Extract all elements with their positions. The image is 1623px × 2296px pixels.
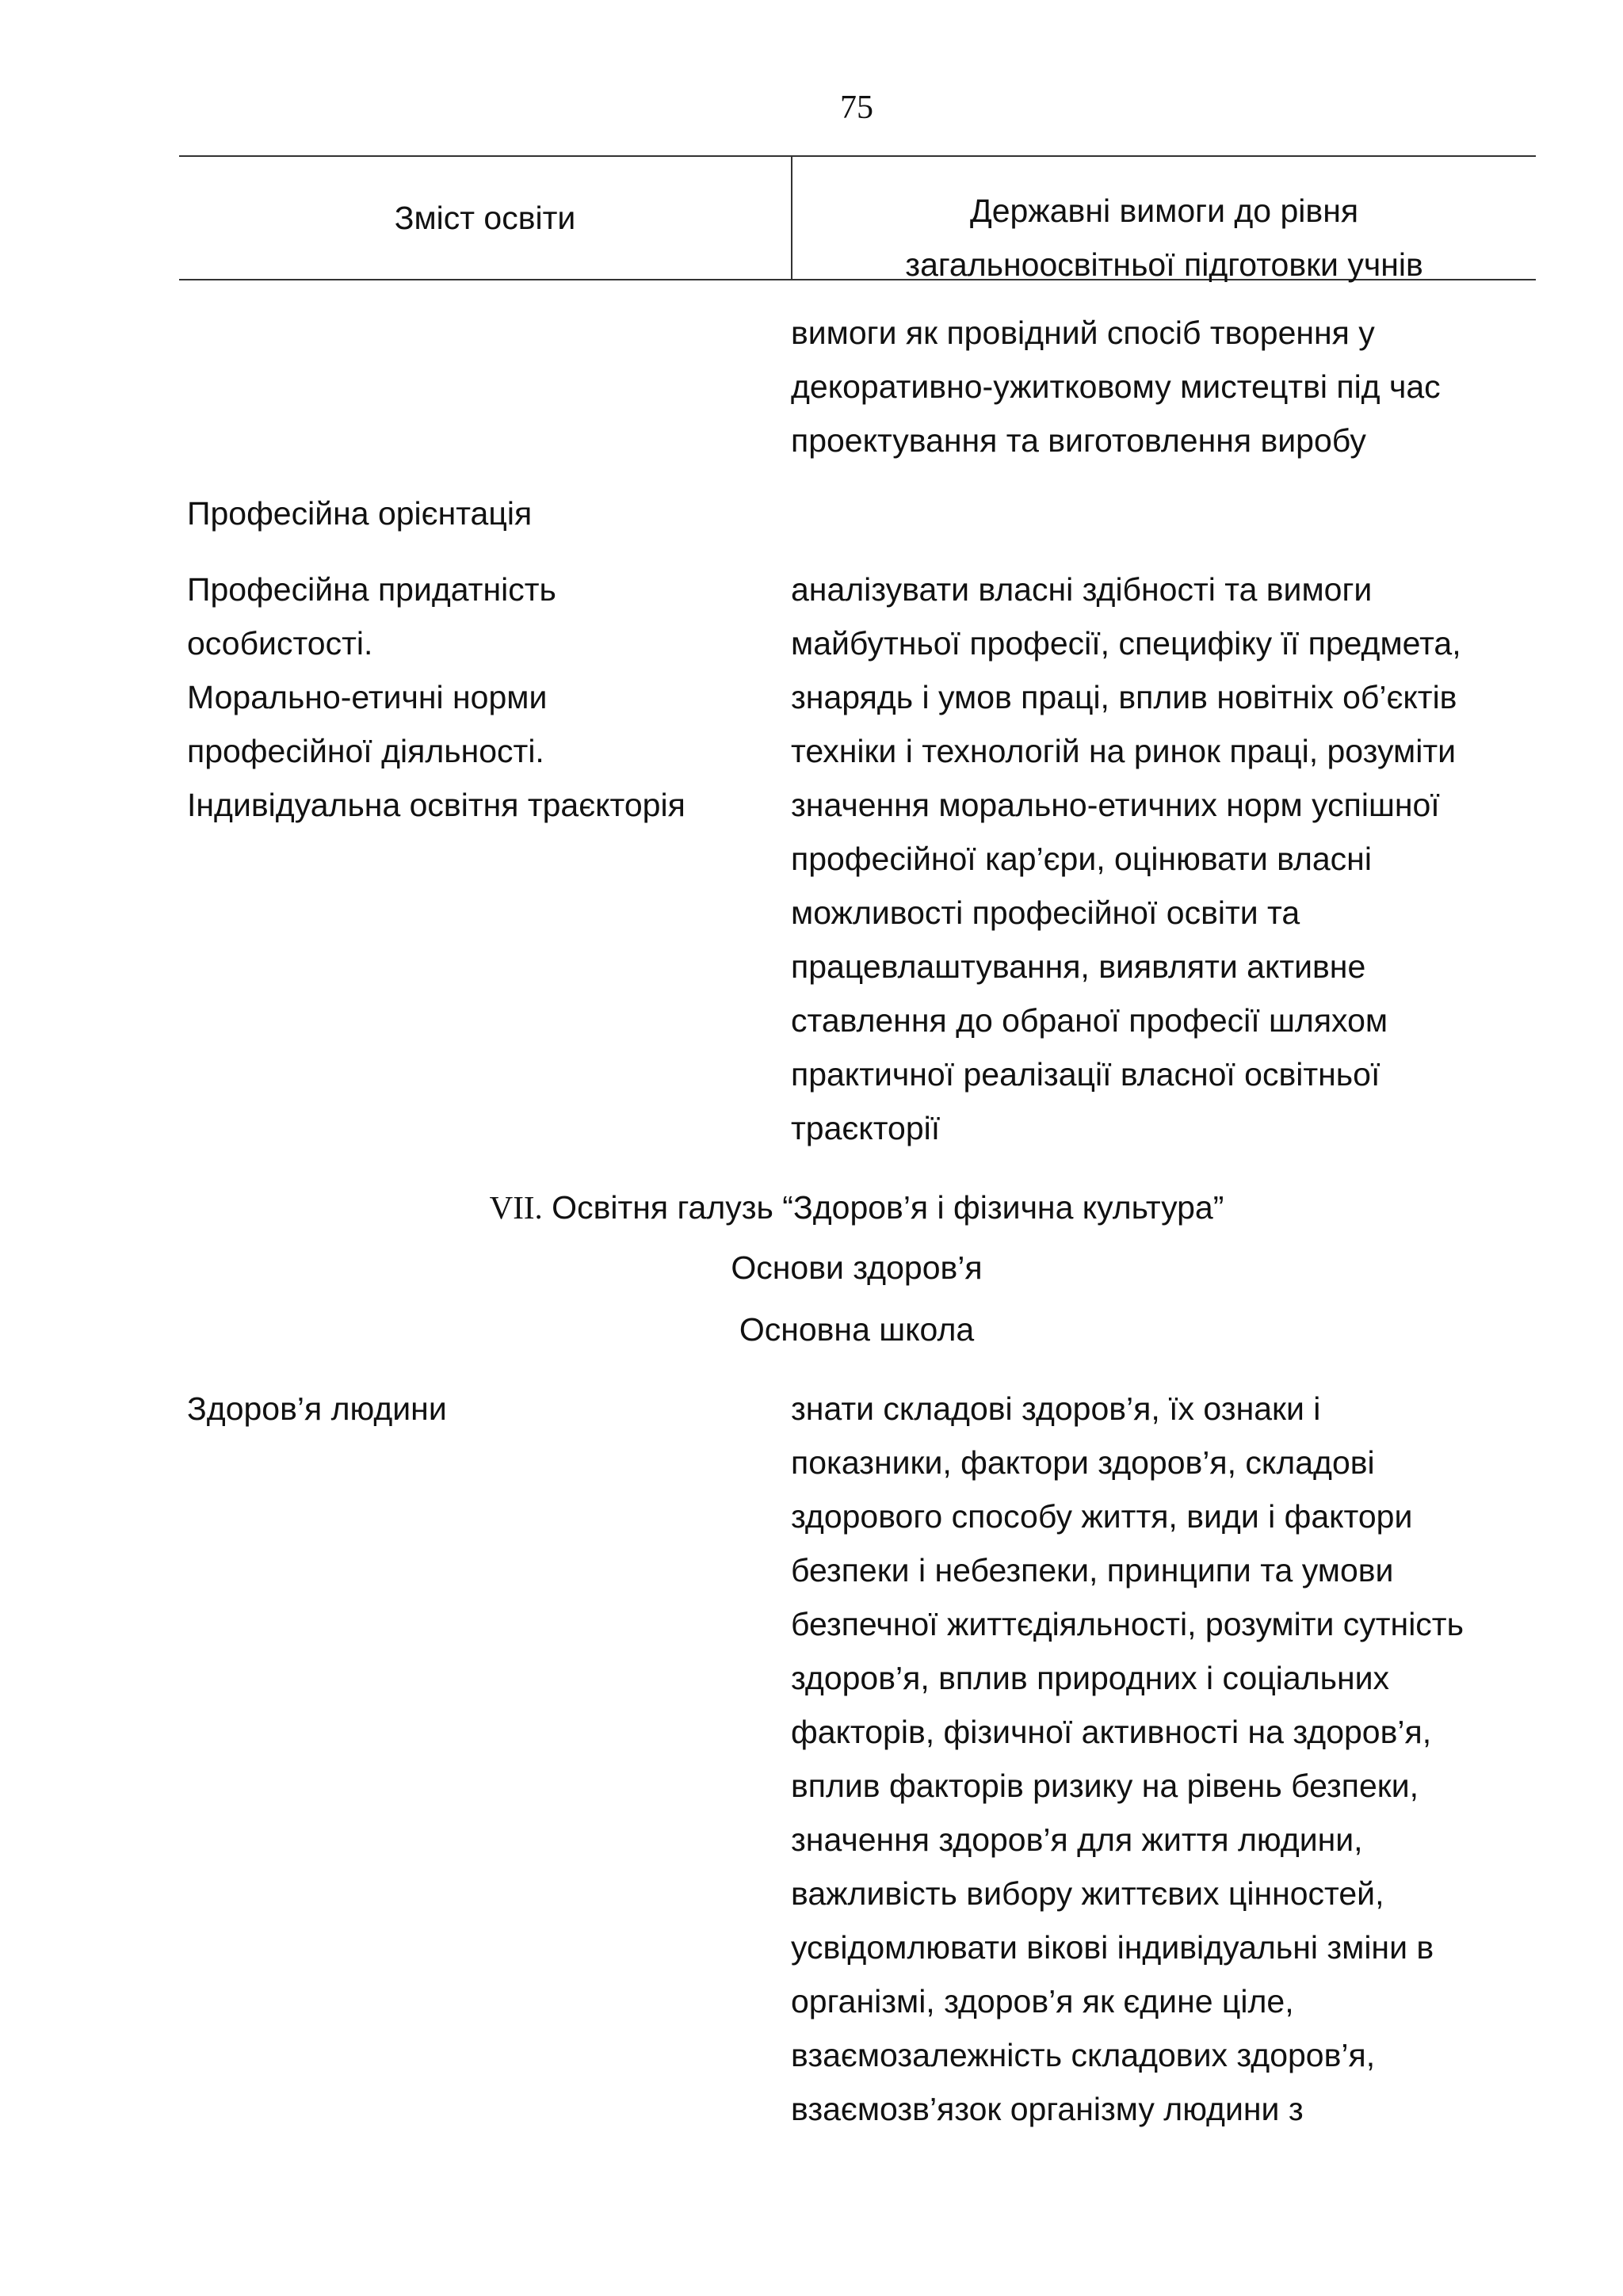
text-line: Здоров’я людини [187, 1390, 447, 1427]
text-line: вплив факторів ризику на рівень безпеки, [791, 1768, 1419, 1804]
text-line: взаємозв’язок організму людини з [791, 2091, 1304, 2127]
text-line: значення морально-етичних норм успішної [791, 787, 1440, 823]
text-line: вимоги як провідний спосіб творення у [791, 315, 1375, 351]
text-line: ставлення до обраної професії шляхом [791, 1002, 1388, 1039]
header-right-line: загальноосвітньої підготовки учнів [905, 246, 1423, 283]
text-line: практичної реалізації власної освітньої [791, 1056, 1381, 1093]
text-line: проектування та виготовлення виробу [791, 422, 1366, 459]
section-roman-numeral: VII. [489, 1189, 543, 1226]
text-line: можливості професійної освіти та [791, 894, 1300, 931]
text-line: траєкторії [791, 1110, 941, 1146]
header-right-line: Державні вимоги до рівня [969, 193, 1359, 229]
text-line: важливість вибору життєвих цінностей, [791, 1875, 1384, 1912]
text-line: здоров’я, вплив природних і соціальних [791, 1660, 1390, 1696]
text-line: Професійна придатність [187, 571, 556, 608]
text-line: Індивідуальна освітня траєкторія [187, 787, 685, 823]
text-line: професійної кар’єри, оцінювати власні [791, 841, 1372, 877]
header-content-of-education: Зміст освіти [394, 199, 576, 236]
text-line: майбутньої професії, специфіку її предмета, [791, 625, 1461, 662]
text-line: Професійна орієнтація [187, 495, 533, 532]
text-line: Морально-етичні норми [187, 679, 548, 715]
row-continuation-requirements [791, 306, 1441, 467]
text-line: працевлаштування, виявляти активне [791, 948, 1366, 985]
section-heading [0, 1180, 1623, 1234]
section-title: Освітня галузь “Здоров’я і фізична культура” [542, 1189, 1224, 1226]
row-human-health-requirements [791, 1382, 1464, 2136]
text-line: аналізувати власні здібності та вимоги [791, 571, 1373, 608]
row-professional-suitability-requirements [791, 563, 1461, 1155]
section-level: Основна школа [739, 1311, 975, 1348]
text-line: безпеки і небезпеки, принципи та умови [791, 1552, 1394, 1589]
text-line: значення здоров’я для життя людини, [791, 1821, 1363, 1858]
text-line: особистості. [187, 625, 373, 662]
page-number: 75 [840, 90, 873, 126]
row-professional-orientation [187, 486, 532, 540]
text-line: декоративно-ужитковому мистецтві під час [791, 368, 1441, 405]
text-line: організмі, здоров’я як єдине ціле, [791, 1983, 1294, 2019]
table-header [179, 155, 1536, 283]
text-line: техніки і технологій на ринок праці, розуміти [791, 733, 1456, 769]
text-line: знати складові здоров’я, їх ознаки і [791, 1390, 1321, 1427]
header-state-requirements [792, 184, 1536, 292]
text-line: здорового способу життя, види і фактори [791, 1498, 1413, 1535]
text-line: професійної діяльності. [187, 733, 544, 769]
section-subtitle: Основи здоров’я [731, 1249, 983, 1286]
text-line: факторів, фізичної активності на здоров’я, [791, 1714, 1432, 1750]
row-professional-suitability-content [187, 563, 685, 832]
text-line: взаємозалежність складових здоров’я, [791, 2037, 1376, 2073]
text-line: усвідомлювати вікові індивідуальні зміни в [791, 1929, 1434, 1966]
text-line: показники, фактори здоров’я, складові [791, 1444, 1375, 1481]
text-line: знарядь і умов праці, вплив новітніх об’єктів [791, 679, 1457, 715]
text-line: безпечної життєдіяльності, розуміти сутність [791, 1606, 1464, 1642]
row-human-health-content [187, 1382, 447, 1436]
